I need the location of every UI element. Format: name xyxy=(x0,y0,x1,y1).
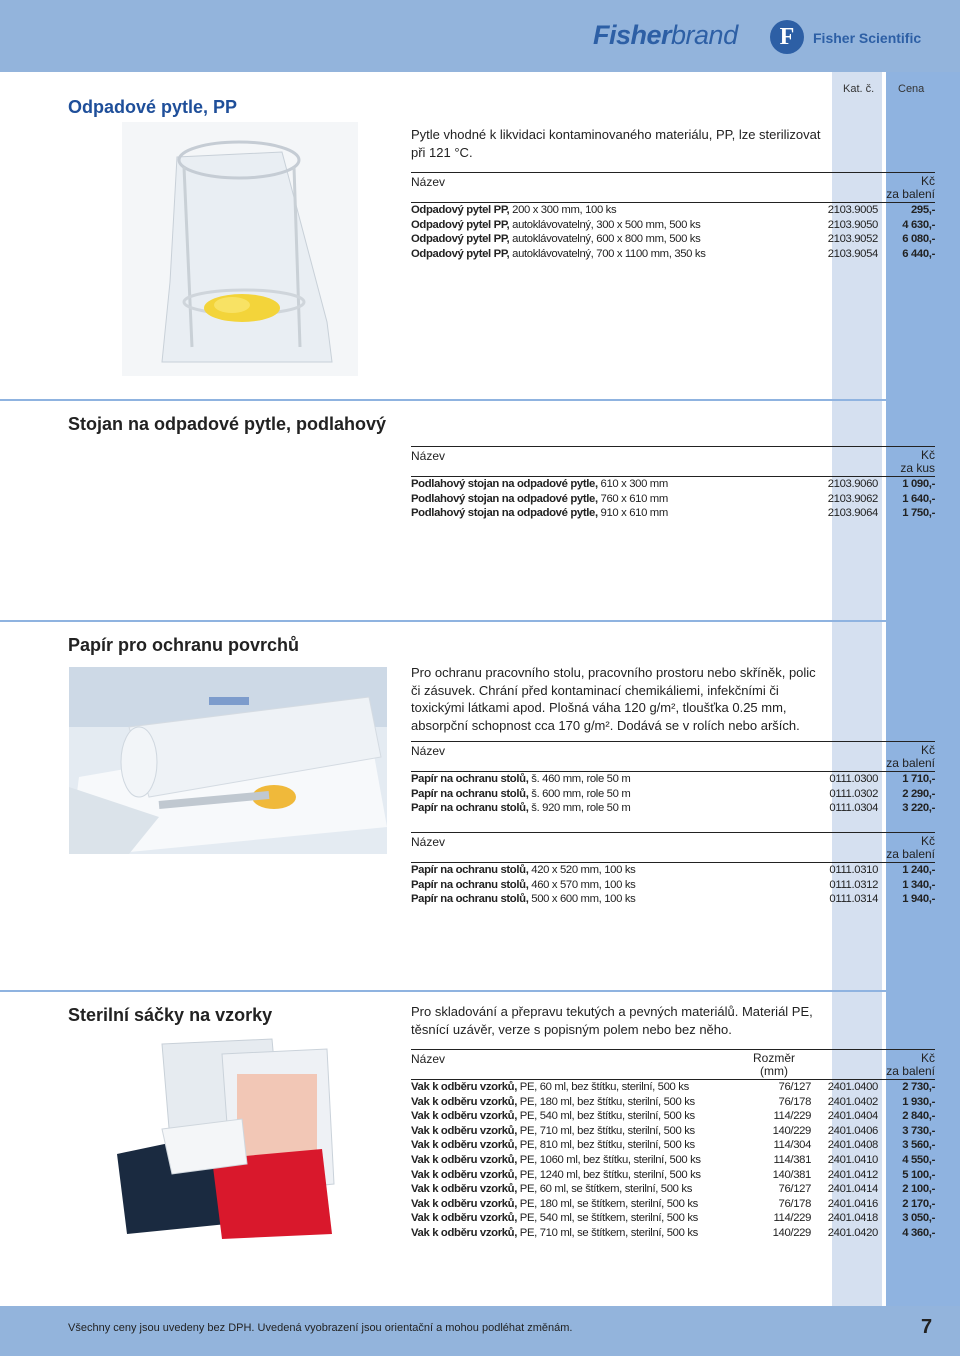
price: 1 710,- xyxy=(902,773,935,785)
catalog-number: 2103.9054 xyxy=(827,247,878,260)
product-name-bold: Vak k odběru vzorků, xyxy=(411,1095,518,1108)
product-table xyxy=(411,446,935,521)
catalog-number: 0111.0314 xyxy=(829,893,878,906)
size-header-l2: (mm) xyxy=(760,1064,788,1078)
product-name-bold: Podlahový stojan na odpadové pytle, xyxy=(411,478,598,490)
price: 1 930,- xyxy=(902,1095,935,1108)
product-detail: 460 x 570 mm, 100 ks xyxy=(528,878,636,891)
price: 1 090,- xyxy=(902,478,935,490)
table-row xyxy=(411,892,935,907)
name-header: Název xyxy=(411,744,446,758)
size-header xyxy=(753,1052,795,1078)
price: 295,- xyxy=(911,204,935,216)
catalog-number: 2401.0402 xyxy=(827,1095,878,1108)
price-header-l2: za kus xyxy=(900,461,935,475)
price: 4 550,- xyxy=(902,1153,935,1166)
product-name xyxy=(411,1226,698,1241)
table-header xyxy=(411,832,935,863)
table-row xyxy=(411,492,935,507)
table-header xyxy=(411,172,935,203)
section-description: Pro skladování a přepravu tekutých a pevných materiálů. Materiál PE, těsnící uzávěr, verze s popisným polem nebo bez něho. xyxy=(411,1004,813,1037)
price-header-l1: Kč xyxy=(920,1051,935,1065)
catalog-number: 0111.0310 xyxy=(829,864,878,876)
price-header xyxy=(886,835,935,861)
catalog-number: 2401.0412 xyxy=(827,1168,878,1181)
product-name-bold: Papír na ochranu stolů, xyxy=(411,773,529,785)
name-header: Název xyxy=(411,835,446,849)
product-name xyxy=(411,1124,695,1139)
price-header xyxy=(886,175,935,201)
catalog-number: 0111.0312 xyxy=(829,878,878,891)
product-name-bold: Vak k odběru vzorků, xyxy=(411,1081,518,1093)
catalog-number: 0111.0300 xyxy=(829,773,878,785)
product-name xyxy=(411,1182,692,1197)
product-detail: autoklávovatelný, 300 x 500 mm, 500 ks xyxy=(509,218,701,231)
catalog-number: 2401.0420 xyxy=(827,1226,878,1239)
product-detail: PE, 540 ml, bez štítku, sterilní, 500 ks xyxy=(517,1110,695,1123)
table-row xyxy=(411,506,935,521)
product-name-bold: Vak k odběru vzorků, xyxy=(411,1212,518,1225)
product-name-bold: Odpadový pytel PP, xyxy=(411,247,510,260)
product-name xyxy=(411,1080,689,1095)
product-size: 114/381 xyxy=(773,1153,811,1166)
product-size: 76/127 xyxy=(778,1081,811,1093)
product-table xyxy=(411,172,935,261)
table-row xyxy=(411,1211,935,1226)
product-table xyxy=(411,741,935,816)
price: 4 630,- xyxy=(902,218,935,231)
product-name-bold: Odpadový pytel PP, xyxy=(411,204,510,216)
product-size: 76/178 xyxy=(778,1095,811,1108)
product-name-bold: Papír na ochranu stolů, xyxy=(411,864,529,876)
section-title: Sterilní sáčky na vzorky xyxy=(68,1005,273,1025)
product-name xyxy=(411,1138,695,1153)
product-detail: PE, 810 ml, bez štítku, sterilní, 500 ks xyxy=(517,1139,695,1152)
price-header xyxy=(886,744,935,770)
product-name xyxy=(411,1211,698,1226)
price: 2 170,- xyxy=(902,1197,935,1210)
table-row xyxy=(411,247,935,262)
page-header xyxy=(0,0,960,72)
product-name xyxy=(411,1168,701,1183)
product-detail: 760 x 610 mm xyxy=(597,492,668,505)
product-detail: 200 x 300 mm, 100 ks xyxy=(509,204,617,216)
waste-bag-image xyxy=(122,122,358,376)
price: 6 080,- xyxy=(902,233,935,246)
price: 1 340,- xyxy=(902,878,935,891)
section-divider xyxy=(0,990,960,992)
company-name: Fisher Scientific xyxy=(813,30,922,46)
product-name xyxy=(411,1095,695,1110)
name-header: Název xyxy=(411,175,446,189)
product-size: 140/229 xyxy=(772,1226,811,1239)
price: 1 640,- xyxy=(902,492,935,505)
product-name-bold: Vak k odběru vzorků, xyxy=(411,1168,518,1181)
product-name xyxy=(411,1109,695,1124)
catalog-number: 0111.0302 xyxy=(829,787,878,800)
catalog-number: 2401.0416 xyxy=(827,1197,878,1210)
section-title: Odpadové pytle, PP xyxy=(68,97,238,117)
product-detail: PE, 1060 ml, bez štítku, sterilní, 500 ks xyxy=(517,1153,701,1166)
table-row xyxy=(411,1182,935,1197)
fisher-logo-icon: F xyxy=(770,20,804,54)
section-divider xyxy=(0,399,960,401)
product-name xyxy=(411,772,630,787)
product-name-bold: Vak k odběru vzorků, xyxy=(411,1110,518,1123)
price-header-l1: Kč xyxy=(920,174,935,188)
price: 5 100,- xyxy=(902,1168,935,1181)
protective-paper-image xyxy=(69,667,387,854)
product-name xyxy=(411,492,668,507)
catalog-number: 2401.0414 xyxy=(827,1183,878,1196)
product-name-bold: Vak k odběru vzorků, xyxy=(411,1139,518,1152)
product-name-bold: Vak k odběru vzorků, xyxy=(411,1226,518,1239)
product-detail: PE, 710 ml, bez štítku, sterilní, 500 ks xyxy=(517,1124,695,1137)
product-name xyxy=(411,247,706,262)
table-header xyxy=(411,741,935,772)
price-header xyxy=(900,449,935,475)
table-row xyxy=(411,1095,935,1110)
page-number: 7 xyxy=(921,1316,933,1338)
price: 2 100,- xyxy=(902,1183,935,1196)
table-row xyxy=(411,772,935,787)
table-row xyxy=(411,801,935,816)
table-row xyxy=(411,1109,935,1124)
product-detail: PE, 60 ml, se štítkem, sterilní, 500 ks xyxy=(517,1183,692,1196)
product-name xyxy=(411,203,616,218)
name-header: Název xyxy=(411,449,446,463)
product-detail: PE, 1240 ml, bez štítku, sterilní, 500 ks xyxy=(517,1168,701,1181)
product-name xyxy=(411,232,700,247)
section-divider xyxy=(0,620,960,622)
product-detail: PE, 710 ml, se štítkem, sterilní, 500 ks xyxy=(517,1226,698,1239)
section-title: Stojan na odpadové pytle, podlahový xyxy=(68,414,387,434)
brand-bold-text: Fisher xyxy=(593,20,672,50)
catalog-number: 2401.0408 xyxy=(827,1139,878,1152)
price-header-l2: za balení xyxy=(886,847,935,861)
product-name-bold: Papír na ochranu stolů, xyxy=(411,802,529,815)
table-row xyxy=(411,1168,935,1183)
price-column-header: Cena xyxy=(898,83,925,95)
price-header-l1: Kč xyxy=(920,448,935,462)
product-name-bold: Odpadový pytel PP, xyxy=(411,218,510,231)
price-header xyxy=(886,1052,935,1078)
catalog-number: 2103.9062 xyxy=(827,492,878,505)
product-size: 140/381 xyxy=(772,1168,811,1181)
price: 1 240,- xyxy=(902,864,935,876)
price: 6 440,- xyxy=(902,247,935,260)
price: 3 220,- xyxy=(902,802,935,815)
table-row xyxy=(411,1226,935,1241)
page-footer xyxy=(0,1306,960,1356)
price: 2 730,- xyxy=(902,1081,935,1093)
table-row xyxy=(411,1124,935,1139)
table-row xyxy=(411,1138,935,1153)
product-name xyxy=(411,787,630,802)
product-detail: PE, 540 ml, se štítkem, sterilní, 500 ks xyxy=(517,1212,698,1225)
price: 1 940,- xyxy=(902,893,935,906)
product-detail: š. 920 mm, role 50 m xyxy=(528,802,631,815)
product-detail: 610 x 300 mm xyxy=(597,478,668,490)
catalog-number: 2103.9064 xyxy=(827,507,878,520)
product-name-bold: Vak k odběru vzorků, xyxy=(411,1183,518,1196)
product-name-bold: Papír na ochranu stolů, xyxy=(411,893,529,906)
fisherbrand-logo xyxy=(593,20,738,51)
catalog-number: 2401.0410 xyxy=(827,1153,878,1166)
price: 4 360,- xyxy=(902,1226,935,1239)
price: 1 750,- xyxy=(902,507,935,520)
catalog-number: 2401.0418 xyxy=(827,1212,878,1225)
product-size: 114/304 xyxy=(773,1139,811,1152)
product-name xyxy=(411,1153,701,1168)
footer-note: Všechny ceny jsou uvedeny bez DPH. Uvedená vyobrazení jsou orientační a mohou podléhat změnám. xyxy=(68,1322,573,1334)
product-detail: 500 x 600 mm, 100 ks xyxy=(528,893,636,906)
catalog-number: 2103.9050 xyxy=(827,218,878,231)
catalog-number: 0111.0304 xyxy=(829,802,878,815)
catalog-number: 2401.0406 xyxy=(827,1124,878,1137)
section-description: Pytle vhodné k likvidaci kontaminovaného materiálu, PP, lze sterilizovat při 121 °C. xyxy=(411,127,821,160)
catalog-number: 2103.9060 xyxy=(827,478,878,490)
price-header-l2: za balení xyxy=(886,1064,935,1078)
product-detail: š. 600 mm, role 50 m xyxy=(528,787,631,800)
product-name-bold: Podlahový stojan na odpadové pytle, xyxy=(411,492,598,505)
product-name-bold: Vak k odběru vzorků, xyxy=(411,1124,518,1137)
product-detail: š. 460 mm, role 50 m xyxy=(528,773,631,785)
product-detail: PE, 180 ml, bez štítku, sterilní, 500 ks xyxy=(517,1095,695,1108)
product-size: 114/229 xyxy=(773,1110,811,1123)
table-header xyxy=(411,446,935,477)
price: 3 730,- xyxy=(902,1124,935,1137)
product-name xyxy=(411,878,635,893)
price-header-l2: za balení xyxy=(886,187,935,201)
price: 3 560,- xyxy=(902,1139,935,1152)
table-row xyxy=(411,787,935,802)
product-name-bold: Vak k odběru vzorků, xyxy=(411,1197,518,1210)
table-row xyxy=(411,477,935,492)
table-row xyxy=(411,218,935,233)
product-name xyxy=(411,506,668,521)
product-size: 140/229 xyxy=(772,1124,811,1137)
sample-bags-image xyxy=(102,1034,352,1244)
product-name-bold: Odpadový pytel PP, xyxy=(411,233,510,246)
price-header-l1: Kč xyxy=(920,743,935,757)
product-size: 114/229 xyxy=(773,1212,811,1225)
product-name xyxy=(411,218,700,233)
table-header xyxy=(411,1049,935,1080)
product-size: 76/178 xyxy=(778,1197,811,1210)
price: 2 290,- xyxy=(902,787,935,800)
product-detail: PE, 180 ml, se štítkem, sterilní, 500 ks xyxy=(517,1197,698,1210)
table-row xyxy=(411,1153,935,1168)
product-detail: 910 x 610 mm xyxy=(597,507,668,520)
table-row xyxy=(411,878,935,893)
catalog-number: 2103.9005 xyxy=(827,204,878,216)
product-detail: 420 x 520 mm, 100 ks xyxy=(528,864,636,876)
product-name-bold: Papír na ochranu stolů, xyxy=(411,787,529,800)
table-row xyxy=(411,232,935,247)
product-name xyxy=(411,477,668,492)
product-detail: autoklávovatelný, 600 x 800 mm, 500 ks xyxy=(509,233,701,246)
price: 3 050,- xyxy=(902,1212,935,1225)
section-description: Pro ochranu pracovního stolu, pracovního prostoru nebo skříněk, polic či zásuvek. Chrání před kontaminací chemikáliemi, infekčními či toxickými látkami apod. Plošná váha 120 g/m², tloušťka 0.25 mm, absorpční schopnost cca 170 g/m². Dodává se v rolích nebo arších. xyxy=(411,665,816,733)
table-row xyxy=(411,1197,935,1212)
kat-column-header: Kat. č. xyxy=(843,83,875,95)
product-name xyxy=(411,1197,698,1212)
product-name xyxy=(411,801,630,816)
product-table xyxy=(411,1049,935,1241)
section-title: Papír pro ochranu povrchů xyxy=(68,635,300,655)
price: 2 840,- xyxy=(902,1110,935,1123)
product-detail: autoklávovatelný, 700 x 1100 mm, 350 ks xyxy=(509,247,706,260)
size-header-l1: Rozměr xyxy=(752,1051,795,1065)
catalog-number: 2401.0400 xyxy=(827,1081,878,1093)
product-name-bold: Vak k odběru vzorků, xyxy=(411,1153,518,1166)
product-detail: PE, 60 ml, bez štítku, sterilní, 500 ks xyxy=(517,1081,689,1093)
table-row xyxy=(411,203,935,218)
product-name-bold: Papír na ochranu stolů, xyxy=(411,878,529,891)
product-table xyxy=(411,832,935,907)
product-name-bold: Podlahový stojan na odpadové pytle, xyxy=(411,507,598,520)
price-header-l1: Kč xyxy=(920,834,935,848)
table-row xyxy=(411,1080,935,1095)
name-header: Název xyxy=(411,1052,446,1066)
product-name xyxy=(411,892,635,907)
product-size: 76/127 xyxy=(778,1183,811,1196)
catalog-number: 2103.9052 xyxy=(827,233,878,246)
product-name xyxy=(411,863,635,878)
price-header-l2: za balení xyxy=(886,756,935,770)
catalog-number: 2401.0404 xyxy=(827,1110,878,1123)
table-row xyxy=(411,863,935,878)
brand-light-text: brand xyxy=(671,20,738,50)
